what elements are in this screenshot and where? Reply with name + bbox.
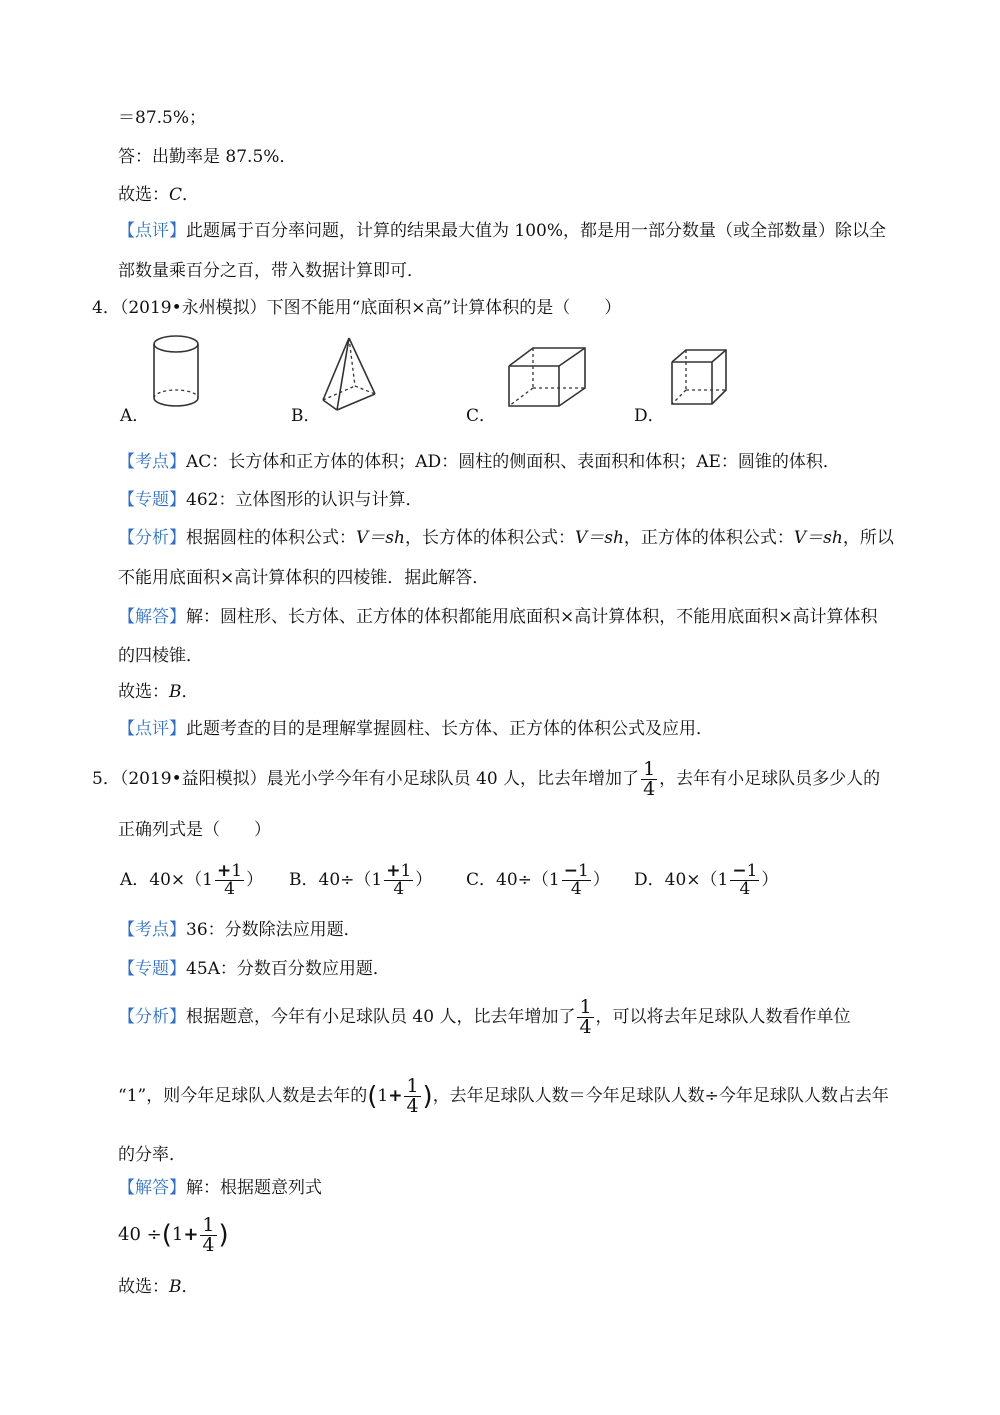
choice-prefix: 故选：	[118, 185, 169, 205]
option-op: −	[732, 861, 747, 881]
q4-jieda-2: 的四棱锥．	[118, 646, 203, 666]
q5-number: 5．	[92, 769, 120, 789]
q5-stem-2: 正确列式是（ ）	[118, 820, 271, 840]
kaodian-text: AC：长方体和正方体的体积；AD：圆柱的侧面积、表面积和体积；AE：圆锥的体积．	[186, 452, 840, 472]
answer-letter: B	[169, 1277, 182, 1297]
frac-num: 1	[577, 861, 589, 881]
option-close: ）	[415, 870, 433, 890]
kaodian-tag: 【考点】	[118, 452, 186, 472]
dianping-text: 此题考查的目的是理解掌握圆柱、长方体、正方体的体积公式及应用．	[186, 719, 713, 739]
answer-prefix: 故选：	[118, 1277, 169, 1297]
q5-fenxi-2	[118, 1073, 889, 1120]
option-label: B．	[289, 870, 319, 890]
q5-fenxi-3: 的分率．	[118, 1145, 186, 1165]
answer-prefix: 故选：	[118, 682, 169, 702]
option-fraction	[215, 863, 244, 898]
q5-option-c	[466, 858, 610, 902]
expr-fraction	[200, 1213, 216, 1256]
fenxi-fraction-2	[404, 1077, 420, 1116]
option-op: +	[216, 861, 232, 881]
frac-den: 4	[224, 879, 235, 899]
q4-fenxi-1	[118, 526, 894, 550]
fenxi-tag: 【分析】	[118, 1007, 186, 1027]
fenxi-text-2a: “1”，则今年足球队人数是去年的	[118, 1086, 368, 1106]
q4-option-c: C．	[466, 406, 497, 426]
q5-zhuanti	[118, 957, 390, 981]
q4-option-d: D．	[634, 406, 665, 426]
frac-num: 1	[202, 1213, 215, 1236]
paren-open: (	[367, 1081, 378, 1112]
frac-num: 1	[746, 861, 758, 881]
fenxi-tag: 【分析】	[118, 528, 186, 548]
calc-result-line: ＝87.5%；	[118, 108, 207, 128]
q4-stem	[92, 296, 621, 320]
comment-line-2: 部数量乘百分之百，带入数据计算即可．	[118, 261, 424, 281]
q4-zhuanti	[118, 488, 422, 512]
frac-num: 1	[579, 996, 592, 1018]
fenxi-text-d: ，所以	[842, 528, 894, 548]
jieda-text: 解：根据题意列式	[186, 1178, 322, 1198]
frac-num: 1	[643, 758, 656, 780]
q4-dianping	[118, 717, 713, 741]
zhuanti-tag: 【专题】	[118, 959, 186, 979]
choice-line	[118, 183, 199, 207]
option-close: ）	[761, 870, 779, 890]
frac-den: 4	[579, 1016, 592, 1038]
q4-option-b: B．	[291, 406, 321, 426]
cylinder-icon	[150, 332, 206, 410]
choice-end: ．	[182, 185, 200, 205]
paren-close: )	[422, 1081, 433, 1112]
q5-stem-b: ，去年有小足球队员多少人的	[659, 769, 881, 789]
fenxi-text-a: 根据圆柱的体积公式：	[186, 528, 356, 548]
q4-kaodian	[118, 450, 840, 474]
option-expr: 40÷（1	[318, 870, 383, 890]
dianping-tag: 【点评】	[118, 719, 186, 739]
option-expr: 40÷（1	[496, 870, 560, 890]
q5-option-a	[120, 858, 263, 902]
jieda-text: 解：圆柱形、长方体、正方体的体积都能用底面积×高计算体积，不能用底面积×高计算体积	[186, 607, 878, 627]
frac-num: 1	[231, 861, 243, 881]
fenxi-text-a: 根据题意，今年有小足球队员 40 人，比去年增加了	[186, 1007, 576, 1027]
option-op: +	[386, 861, 401, 881]
option-label: D．	[634, 870, 665, 890]
pyramid-icon	[315, 334, 385, 414]
jieda-tag: 【解答】	[118, 1178, 186, 1198]
comment-text: 此题属于百分率问题，计算的结果最大值为 100%，都是用一部分数量（或全部数量）除以全	[186, 221, 887, 241]
option-expr: 40×（1	[664, 870, 729, 890]
q4-answer	[118, 680, 199, 704]
q4-stem-text: （2019•永州模拟）下图不能用“底面积×高”计算体积的是（ ）	[119, 298, 622, 318]
expr-one: 1	[377, 1086, 389, 1106]
q5-stem-a: （2019•益阳模拟）晨光小学今年有小足球队员 40 人，比去年增加了	[119, 769, 640, 789]
kaodian-tag: 【考点】	[118, 920, 186, 940]
expr-one: 1	[171, 1224, 184, 1245]
q5-option-b	[289, 858, 432, 902]
fenxi-text-2b: ，去年足球队人数＝今年足球队人数÷今年足球队人数占去年	[432, 1086, 889, 1106]
jieda-tag: 【解答】	[118, 607, 186, 627]
q5-stem-fraction	[641, 760, 657, 799]
kaodian-text: 36：分数除法应用题．	[186, 920, 361, 940]
q5-kaodian	[118, 918, 361, 942]
frac-den: 4	[570, 879, 582, 899]
answer-end: ．	[181, 1277, 199, 1297]
comment-tag: 【点评】	[118, 221, 186, 241]
frac-den: 4	[643, 778, 656, 800]
frac-den: 4	[739, 879, 751, 899]
q4-jieda-1	[118, 605, 878, 629]
cube-icon	[668, 346, 730, 408]
fenxi-fraction	[577, 998, 593, 1037]
comment-line-1	[118, 219, 886, 243]
expr-op: +	[183, 1224, 199, 1245]
option-label: A．	[120, 870, 150, 890]
q5-stem	[92, 756, 880, 802]
cuboid-icon	[505, 344, 591, 408]
expr-prefix: 40 ÷	[118, 1224, 162, 1245]
expr-op: +	[388, 1086, 403, 1106]
q4-number: 4．	[92, 298, 120, 318]
frac-den: 4	[202, 1233, 215, 1256]
frac-num: 1	[400, 861, 412, 881]
q5-expression	[118, 1212, 229, 1258]
fenxi-text-b: ，可以将去年足球队人数看作单位	[595, 1007, 851, 1027]
q5-jieda	[118, 1176, 322, 1200]
fenxi-text-b: ，长方体的体积公式：	[404, 528, 575, 548]
q4-option-a: A．	[120, 406, 150, 426]
option-close: ）	[246, 870, 264, 890]
formula-1: V＝sh	[356, 528, 405, 548]
option-op: −	[563, 861, 578, 881]
choice-letter: C	[169, 185, 183, 205]
option-fraction	[730, 863, 759, 898]
q4-fenxi-2: 不能用底面积×高计算体积的四棱锥．据此解答．	[118, 568, 490, 588]
formula-2: V＝sh	[574, 528, 624, 548]
q5-fenxi-1	[118, 994, 851, 1040]
answer-letter: B	[169, 682, 182, 702]
option-expr: 40×（1	[149, 870, 213, 890]
option-fraction	[384, 863, 413, 898]
frac-den: 4	[393, 879, 405, 899]
paren-close: )	[218, 1220, 229, 1250]
zhuanti-text: 462：立体图形的认识与计算．	[186, 490, 423, 510]
answer-line: 答：出勤率是 87.5%．	[118, 147, 297, 167]
fenxi-text-c: ，正方体的体积公式：	[623, 528, 794, 548]
option-close: ）	[592, 870, 610, 890]
option-label: C．	[466, 870, 497, 890]
frac-den: 4	[406, 1095, 419, 1117]
frac-num: 1	[406, 1075, 419, 1097]
q5-answer	[118, 1275, 199, 1299]
paren-open: (	[161, 1220, 172, 1250]
formula-3: V＝sh	[793, 528, 843, 548]
zhuanti-tag: 【专题】	[118, 490, 186, 510]
zhuanti-text: 45A：分数百分数应用题．	[186, 959, 390, 979]
answer-end: ．	[181, 682, 199, 702]
q5-option-d	[634, 858, 778, 902]
option-fraction	[562, 863, 591, 898]
